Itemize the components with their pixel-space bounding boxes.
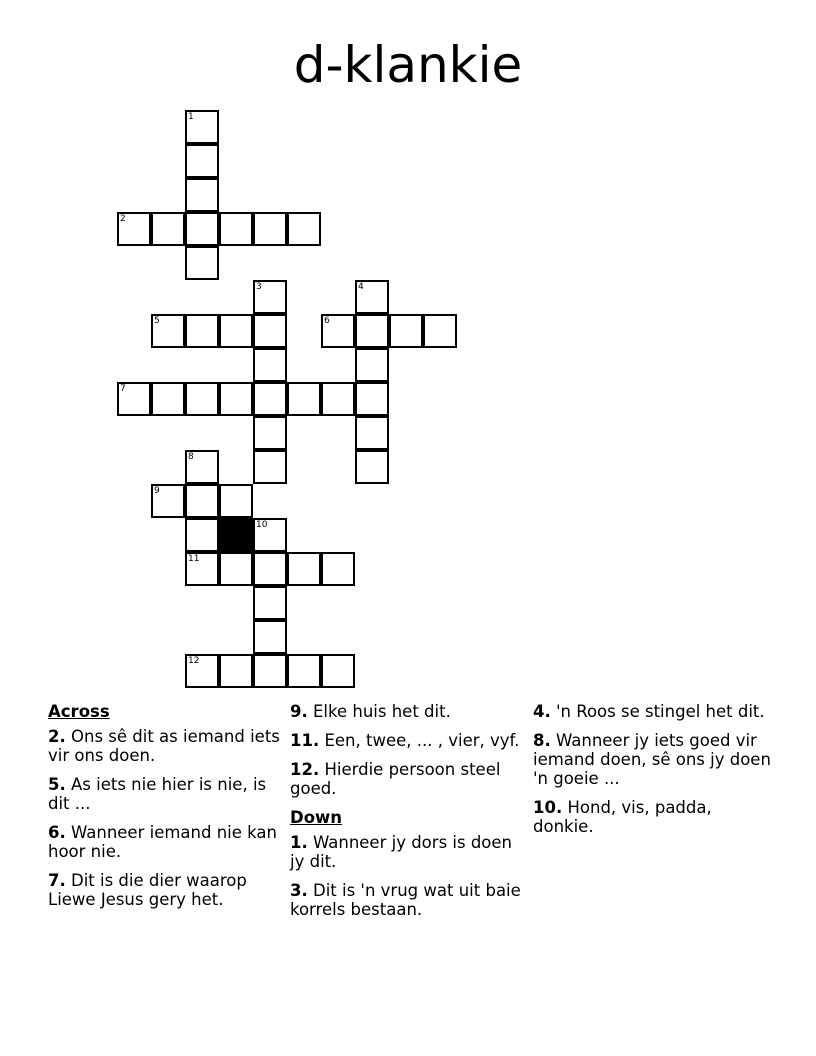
grid-cell[interactable] bbox=[355, 348, 389, 382]
clue-across-6: 6. Wanneer iemand nie kan hoor nie. bbox=[48, 823, 277, 861]
grid-cell[interactable] bbox=[253, 586, 287, 620]
grid-cell[interactable] bbox=[185, 110, 219, 144]
grid-cell[interactable] bbox=[253, 620, 287, 654]
clue-number-8: 8 bbox=[188, 452, 194, 462]
clue-number-6: 6 bbox=[324, 316, 330, 326]
grid-cell[interactable] bbox=[185, 178, 219, 212]
grid-cell[interactable] bbox=[253, 212, 287, 246]
grid-cell[interactable] bbox=[253, 314, 287, 348]
clue-across-9: 9. Elke huis het dit. bbox=[290, 702, 451, 721]
clue-number-7: 7 bbox=[120, 384, 126, 394]
clue-down-4: 4. 'n Roos se stingel het dit. bbox=[533, 702, 765, 721]
grid-cell[interactable] bbox=[185, 212, 219, 246]
clue-column-2 bbox=[290, 702, 530, 929]
clue-number-4: 4 bbox=[358, 282, 364, 292]
grid-cell[interactable] bbox=[185, 246, 219, 280]
grid-cell[interactable] bbox=[219, 654, 253, 688]
grid-cell[interactable] bbox=[185, 518, 219, 552]
clue-across-11: 11. Een, twee, ... , vier, vyf. bbox=[290, 731, 520, 750]
grid-cell[interactable] bbox=[321, 552, 355, 586]
grid-cell[interactable] bbox=[117, 382, 151, 416]
grid-cell[interactable] bbox=[219, 212, 253, 246]
clue-down-3: 3. Dit is 'n vrug wat uit baie korrels bestaan. bbox=[290, 881, 521, 919]
grid-cell[interactable] bbox=[151, 314, 185, 348]
grid-cell[interactable] bbox=[253, 654, 287, 688]
grid-cell[interactable] bbox=[185, 314, 219, 348]
grid-cell[interactable] bbox=[287, 552, 321, 586]
grid-cell[interactable] bbox=[321, 314, 355, 348]
grid-cell[interactable] bbox=[185, 552, 219, 586]
clue-number-10: 10 bbox=[256, 520, 268, 530]
grid-cell[interactable] bbox=[355, 450, 389, 484]
grid-cell[interactable] bbox=[355, 280, 389, 314]
clue-number-5: 5 bbox=[154, 316, 160, 326]
clue-across-7: 7. Dit is die dier waarop Liewe Jesus gery het. bbox=[48, 871, 247, 909]
grid-cell[interactable] bbox=[151, 212, 185, 246]
clue-number-9: 9 bbox=[154, 486, 160, 496]
grid-cell[interactable] bbox=[423, 314, 457, 348]
clue-down-8: 8. Wanneer jy iets goed vir iemand doen, sê ons jy doen 'n goeie ... bbox=[533, 731, 771, 788]
grid-cell[interactable] bbox=[185, 450, 219, 484]
grid-black-cell bbox=[219, 518, 253, 552]
grid-cell[interactable] bbox=[219, 314, 253, 348]
grid-cell[interactable] bbox=[253, 416, 287, 450]
clue-number-2: 2 bbox=[120, 214, 126, 224]
clue-number-3: 3 bbox=[256, 282, 262, 292]
page-title: d-klankie bbox=[293, 36, 523, 94]
grid-cell[interactable] bbox=[219, 382, 253, 416]
clue-across-2: 2. Ons sê dit as iemand iets vir ons doen. bbox=[48, 727, 280, 765]
grid-cell[interactable] bbox=[287, 212, 321, 246]
grid-cell[interactable] bbox=[185, 484, 219, 518]
grid-cell[interactable] bbox=[253, 348, 287, 382]
clue-across-5: 5. As iets nie hier is nie, is dit ... bbox=[48, 775, 267, 813]
grid-cell[interactable] bbox=[355, 416, 389, 450]
grid-cell[interactable] bbox=[185, 382, 219, 416]
clue-column-3 bbox=[533, 702, 773, 846]
grid-cell[interactable] bbox=[253, 280, 287, 314]
grid-cell[interactable] bbox=[253, 382, 287, 416]
grid-cell[interactable] bbox=[389, 314, 423, 348]
grid-cell[interactable] bbox=[321, 654, 355, 688]
clue-number-1: 1 bbox=[188, 112, 194, 122]
across-heading: Across bbox=[48, 702, 110, 721]
grid-cell[interactable] bbox=[287, 654, 321, 688]
grid-cell[interactable] bbox=[253, 552, 287, 586]
grid-cell[interactable] bbox=[151, 382, 185, 416]
grid-cell[interactable] bbox=[253, 518, 287, 552]
clue-down-1: 1. Wanneer jy dors is doen jy dit. bbox=[290, 833, 513, 871]
grid-cell[interactable] bbox=[117, 212, 151, 246]
grid-cell[interactable] bbox=[185, 144, 219, 178]
clue-across-12: 12. Hierdie persoon steel goed. bbox=[290, 760, 501, 798]
grid-cell[interactable] bbox=[219, 484, 253, 518]
clue-number-11: 11 bbox=[188, 554, 200, 564]
down-heading: Down bbox=[290, 808, 343, 827]
grid-cell[interactable] bbox=[151, 484, 185, 518]
clue-number-12: 12 bbox=[188, 656, 200, 666]
grid-cell[interactable] bbox=[185, 654, 219, 688]
grid-cell[interactable] bbox=[355, 314, 389, 348]
grid-cell[interactable] bbox=[253, 450, 287, 484]
clue-down-10: 10. Hond, vis, padda, donkie. bbox=[533, 798, 712, 836]
clue-column-1 bbox=[48, 702, 288, 919]
grid-cell[interactable] bbox=[219, 552, 253, 586]
grid-cell[interactable] bbox=[355, 382, 389, 416]
grid-cell[interactable] bbox=[287, 382, 321, 416]
grid-cell[interactable] bbox=[321, 382, 355, 416]
